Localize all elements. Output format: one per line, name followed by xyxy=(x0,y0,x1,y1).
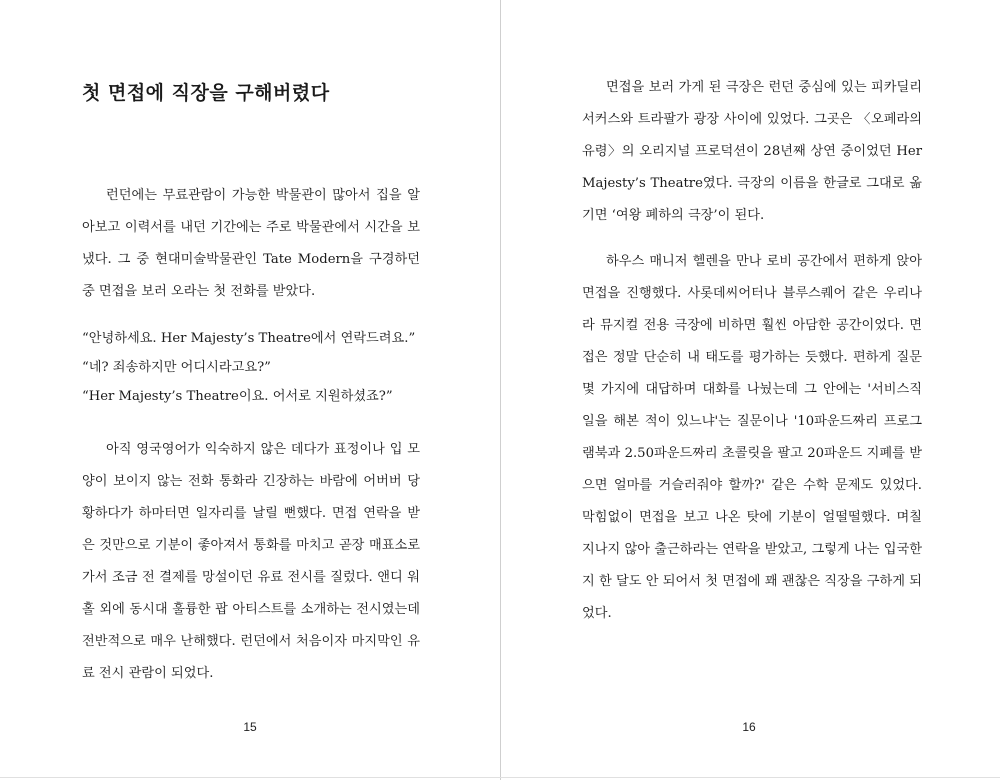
right-page xyxy=(501,0,1000,780)
dialogue-block xyxy=(82,324,420,411)
dialogue-line-3: “Her Majesty’s Theatre이요. 어서로 지원하셨죠?” xyxy=(82,389,393,404)
right-paragraph-2: 하우스 매니저 헬렌을 만나 로비 공간에서 편하게 앉아 면접을 진행했다. 사롯데씨어터나 블루스퀘어 같은 우리나라 뮤지컬 전용 극장에 비하면 훨씬 아담한 공간이었다. 면접은 정말 단순히 내 태도를 평가하는 듯했다. 편하게 질문 몇 가지에 대답하며 대화를 나눴는데 그 안에는 '서비스직 일을 해본 적이 있느냐'는 질문이나 '10파운드짜리 프로그램북과 2.50파운드짜리 초콜릿을 팔고 20파운드 지폐를 받으면 얼마를 거슬러줘야 할까?' 같은 수학 문제도 있었다. 막힘없이 면접을 보고 나온 탓에 기분이 얼떨떨했다. 며칠 지나지 않아 출근하라는 연락을 받았고, 그렇게 나는 입국한 지 한 달도 안 되어서 첫 면접에 꽤 괜찮은 직장을 구하게 되었다. xyxy=(582,254,922,621)
dialogue-line-1: “안녕하세요. Her Majesty’s Theatre에서 연락드려요.” xyxy=(82,331,416,346)
page-number-right: 16 xyxy=(742,720,756,734)
left-paragraph-2: 아직 영국영어가 익숙하지 않은 데다가 표정이나 입 모양이 보이지 않는 전화 통화라 긴장하는 바람에 어버버 당황하다가 하마터면 일자리를 날릴 뻔했다. 면접 연락을 받은 것만으로 기분이 좋아져서 통화를 마치고 곧장 매표소로 가서 조금 전 결제를 망설이던 유료 전시를 질렀다. 앤디 워홀 외에 동시대 훌륭한 팝 아티스트를 소개하는 전시였는데 전반적으로 매우 난해했다. 런던에서 처음이자 마지막인 유료 전시 관람이 되었다. xyxy=(82,442,420,681)
bottom-divider xyxy=(0,777,1000,778)
right-paragraph-1: 면접을 보러 가게 된 극장은 런던 중심에 있는 피카딜리 서커스와 트라팔가 광장 사이에 있었다. 그곳은 〈오페라의 유령〉의 오리지널 프로덕션이 28년째 상연 중이었던 Her Majesty’s Theatre였다. 극장의 이름을 한글로 그대로 옮기면 ‘여왕 폐하의 극장’이 된다. xyxy=(582,80,922,223)
dialogue-line-2: “네? 죄송하지만 어디시라고요?” xyxy=(82,360,271,375)
chapter-title: 첫 면접에 직장을 구해버렸다 xyxy=(82,82,330,104)
left-paragraph-1: 런던에는 무료관람이 가능한 박물관이 많아서 집을 알아보고 이력서를 내던 기간에는 주로 박물관에서 시간을 보냈다. 그 중 현대미술박물관인 Tate Modern을 구경하던 중 면접을 보러 오라는 첫 전화를 받았다. xyxy=(82,188,420,299)
page-number-left: 15 xyxy=(243,720,257,734)
